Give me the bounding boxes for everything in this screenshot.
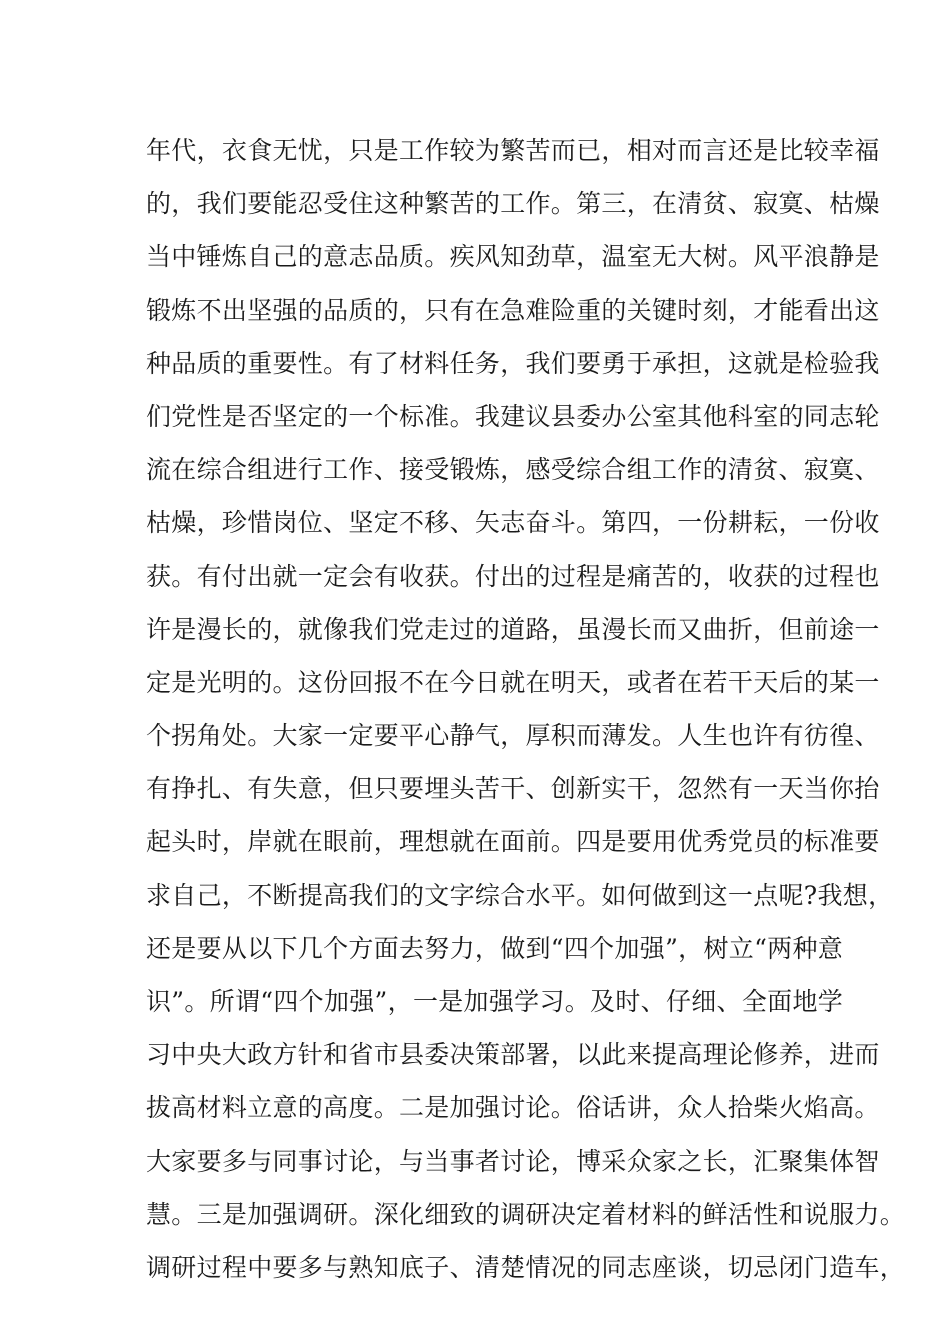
text-line: 枯燥，珍惜岗位、坚定不移、矢志奋斗。第四，一份耕耘，一份收	[146, 508, 880, 538]
text-line: 调研过程中要多与熟知底子、清楚情况的同志座谈，切忌闭门造车，	[146, 1252, 906, 1282]
text-line: 习中央大政方针和省市县委决策部署，以此来提高理论修养，进而	[146, 1040, 880, 1070]
text-line: 起头时，岸就在眼前，理想就在面前。四是要用优秀党员的标准要	[146, 827, 880, 857]
body-text	[146, 124, 906, 1294]
text-line: 慧。三是加强调研。深化细致的调研决定着材料的鲜活性和说服力。	[146, 1199, 906, 1229]
text-line: 当中锤炼自己的意志品质。疾风知劲草，温室无大树。风平浪静是	[146, 242, 880, 272]
text-line: 锻炼不出坚强的品质的，只有在急难险重的关键时刻，才能看出这	[146, 295, 880, 325]
text-line: 求自己，不断提高我们的文字综合水平。如何做到这一点呢?我想，	[146, 880, 894, 910]
text-line: 有挣扎、有失意，但只要埋头苦干、创新实干，忽然有一天当你抬	[146, 774, 880, 804]
text-line: 个拐角处。大家一定要平心静气，厚积而薄发。人生也许有彷徨、	[146, 721, 880, 751]
text-line: 拔高材料立意的高度。二是加强讨论。俗话讲，众人拾柴火焰高。	[146, 1093, 880, 1123]
text-line: 的，我们要能忍受住这种繁苦的工作。第三，在清贫、寂寞、枯燥	[146, 189, 880, 219]
text-line: 定是光明的。这份回报不在今日就在明天，或者在若干天后的某一	[146, 667, 880, 697]
text-line: 流在综合组进行工作、接受锻炼，感受综合组工作的清贫、寂寞、	[146, 455, 880, 485]
text-line: 还是要从以下几个方面去努力，做到“四个加强”，树立“两种意	[146, 933, 844, 963]
text-line: 许是漫长的，就像我们党走过的道路，虽漫长而又曲折，但前途一	[146, 614, 880, 644]
text-line: 年代，衣食无忧，只是工作较为繁苦而已，相对而言还是比较幸福	[146, 136, 880, 165]
text-line: 大家要多与同事讨论，与当事者讨论，博采众家之长，汇聚集体智	[146, 1146, 880, 1176]
text-line: 获。有付出就一定会有收获。付出的过程是痛苦的，收获的过程也	[146, 561, 880, 591]
text-line: 种品质的重要性。有了材料任务，我们要勇于承担，这就是检验我	[146, 348, 880, 378]
text-line: 们党性是否坚定的一个标准。我建议县委办公室其他科室的同志轮	[146, 401, 880, 431]
text-line: 识”。所谓“四个加强”，一是加强学习。及时、仔细、全面地学	[146, 987, 844, 1016]
